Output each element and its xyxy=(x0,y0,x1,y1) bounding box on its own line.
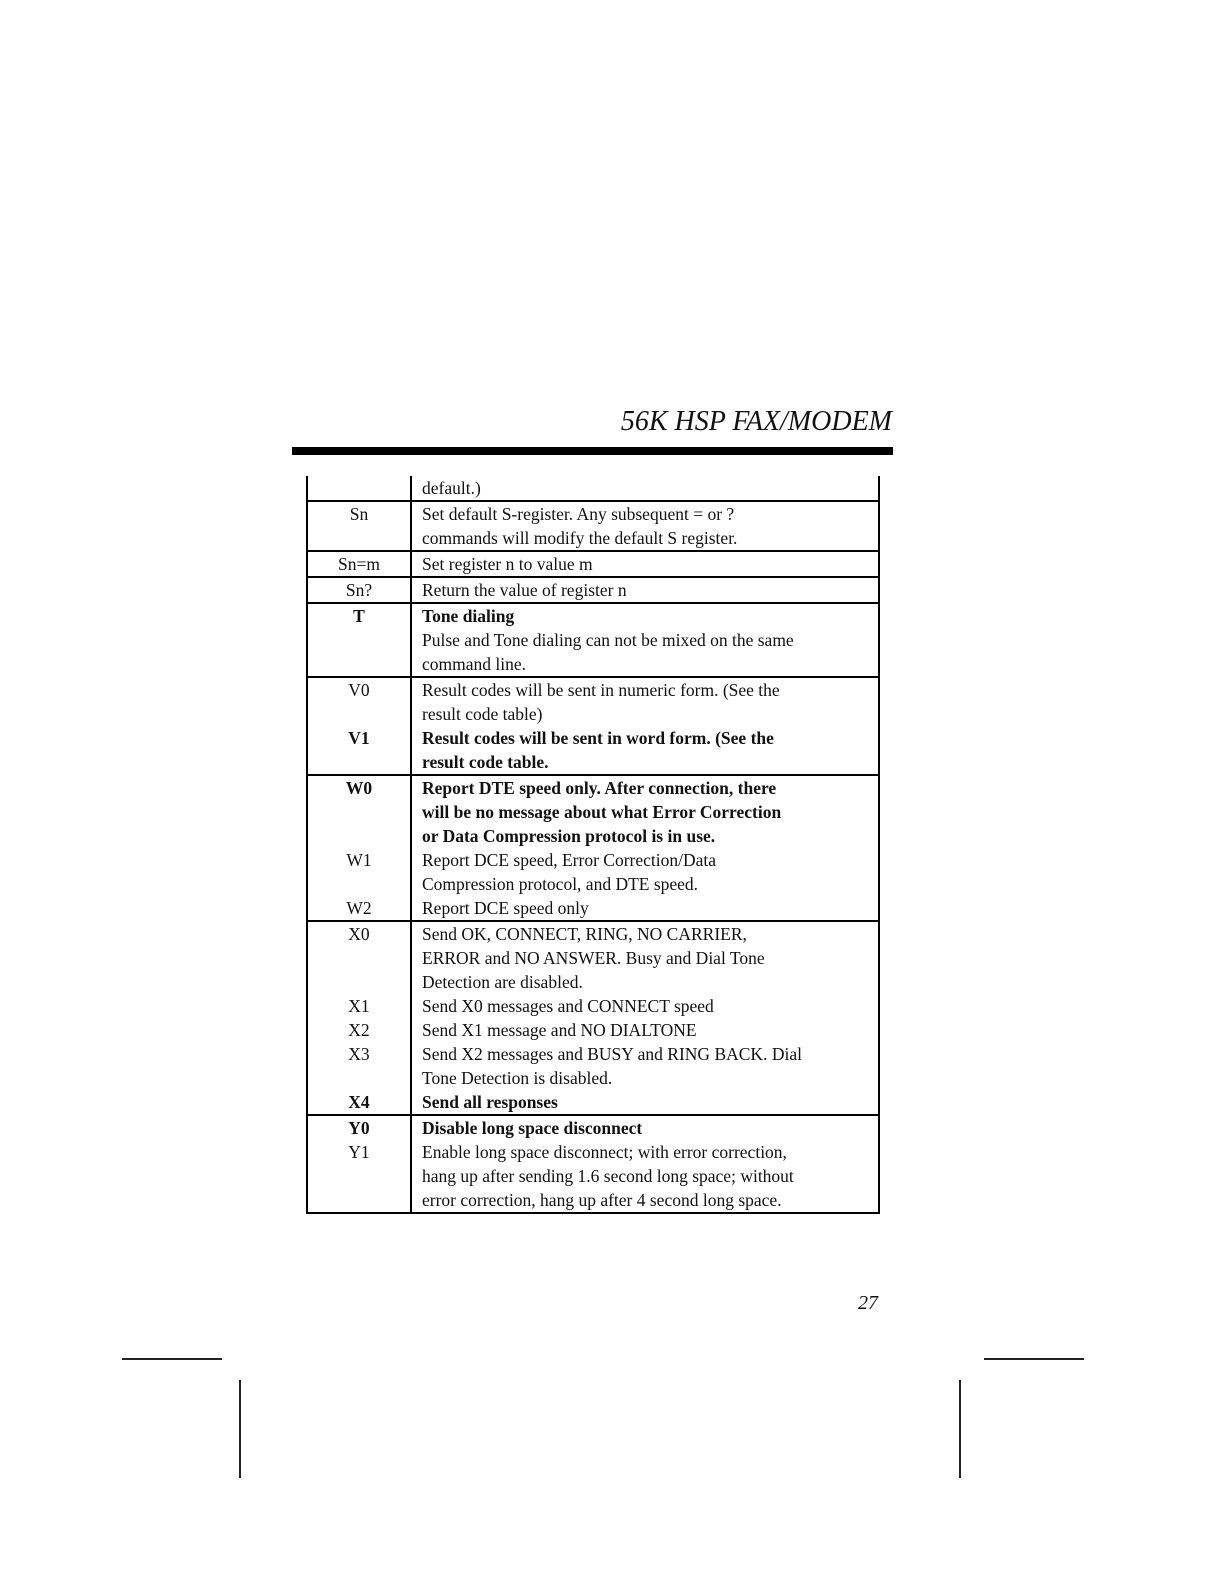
command-code-spacer xyxy=(308,702,410,726)
crop-mark-right-vertical xyxy=(959,1380,961,1478)
command-description-line: result code table. xyxy=(422,752,549,772)
command-description-cell xyxy=(411,603,879,677)
command-code: W1 xyxy=(346,850,372,870)
table-row xyxy=(307,677,879,775)
command-description-line: Send all responses xyxy=(422,1092,558,1112)
command-code-spacer xyxy=(308,1164,410,1188)
command-description-line: Report DCE speed only xyxy=(422,898,589,918)
command-code-cell xyxy=(307,551,411,577)
command-code: Y0 xyxy=(348,1118,370,1138)
table-row xyxy=(307,501,879,551)
command-description-line: Result codes will be sent in numeric form. (See the xyxy=(422,680,780,700)
command-description-cell xyxy=(411,775,879,921)
command-code-spacer xyxy=(308,750,410,774)
command-code-cell xyxy=(307,577,411,603)
command-code-cell xyxy=(307,476,411,501)
table-row xyxy=(307,921,879,1115)
command-code: X4 xyxy=(348,1092,370,1112)
command-code: W2 xyxy=(346,898,372,918)
command-code-spacer xyxy=(308,800,410,824)
command-description-line: hang up after sending 1.6 second long space; without xyxy=(422,1166,794,1186)
table-row xyxy=(307,603,879,677)
table-row xyxy=(307,1115,879,1213)
command-code-cell xyxy=(307,501,411,551)
command-description-cell xyxy=(411,551,879,577)
at-command-table xyxy=(306,476,880,1214)
crop-mark-left-horizontal xyxy=(122,1358,222,1360)
command-description-line: default.) xyxy=(422,478,481,498)
command-code-cell xyxy=(307,921,411,1115)
command-description-line: Send X2 messages and BUSY and RING BACK. Dial xyxy=(422,1044,802,1064)
page-header-title: 56K HSP FAX/MODEM xyxy=(620,406,892,437)
command-description-line: or Data Compression protocol is in use. xyxy=(422,826,716,846)
command-description-cell xyxy=(411,577,879,603)
command-code-spacer xyxy=(308,970,410,994)
command-code: X3 xyxy=(348,1044,370,1064)
command-description-line: Set register n to value m xyxy=(422,554,593,574)
command-code-spacer xyxy=(308,1188,410,1212)
command-description-line: command line. xyxy=(422,654,527,674)
command-code xyxy=(308,628,410,652)
command-description-line: Send X0 messages and CONNECT speed xyxy=(422,996,714,1016)
table-row xyxy=(307,577,879,603)
command-description-line: error correction, hang up after 4 second long space. xyxy=(422,1190,782,1210)
command-description-line: Pulse and Tone dialing can not be mixed on the same xyxy=(422,630,794,650)
page-number: 27 xyxy=(858,1292,878,1314)
command-description-line: Compression protocol, and DTE speed. xyxy=(422,874,699,894)
command-code: Y1 xyxy=(348,1142,370,1162)
command-description-line: Set default S-register. Any subsequent = or ? xyxy=(422,504,735,524)
command-description-cell xyxy=(411,501,879,551)
table-row xyxy=(307,476,879,501)
command-description-cell xyxy=(411,677,879,775)
command-description-line: commands will modify the default S register. xyxy=(422,528,738,548)
command-code: V1 xyxy=(348,728,370,748)
command-code-cell xyxy=(307,603,411,677)
header-rule xyxy=(292,447,893,455)
command-code-spacer xyxy=(308,652,410,676)
command-code-cell xyxy=(307,775,411,921)
command-code: Sn=m xyxy=(338,554,380,574)
command-code-cell xyxy=(307,1115,411,1213)
command-description-line: Report DTE speed only. After connection, there xyxy=(422,778,777,798)
command-code-spacer xyxy=(308,526,410,550)
command-description-cell xyxy=(411,921,879,1115)
command-code: V0 xyxy=(348,680,370,700)
command-description-cell xyxy=(411,476,879,501)
command-description-line: ERROR and NO ANSWER. Busy and Dial Tone xyxy=(422,948,765,968)
command-description-line: Report DCE speed, Error Correction/Data xyxy=(422,850,717,870)
command-code xyxy=(308,476,410,500)
command-code-spacer xyxy=(308,872,410,896)
table-row xyxy=(307,775,879,921)
command-description-line: Send X1 message and NO DIALTONE xyxy=(422,1020,697,1040)
command-description-cell xyxy=(411,1115,879,1213)
command-description-line: Tone dialing xyxy=(422,606,515,626)
command-description-line: Enable long space disconnect; with error correction, xyxy=(422,1142,787,1162)
command-code-spacer xyxy=(308,1066,410,1090)
crop-mark-right-horizontal xyxy=(984,1358,1084,1360)
command-description-line: Send OK, CONNECT, RING, NO CARRIER, xyxy=(422,924,747,944)
command-code: T xyxy=(353,606,365,626)
command-description-line: result code table) xyxy=(422,704,543,724)
command-description-line: Disable long space disconnect xyxy=(422,1118,643,1138)
command-code: X1 xyxy=(348,996,370,1016)
table-row xyxy=(307,551,879,577)
command-description-line: will be no message about what Error Correction xyxy=(422,802,782,822)
command-code-cell xyxy=(307,677,411,775)
command-code-spacer xyxy=(308,824,410,848)
command-description-line: Detection are disabled. xyxy=(422,972,583,992)
crop-mark-left-vertical xyxy=(239,1380,241,1478)
command-code: X2 xyxy=(348,1020,370,1040)
command-code: W0 xyxy=(345,778,373,798)
command-code: Sn xyxy=(349,504,369,524)
command-code: Sn? xyxy=(345,580,373,600)
command-code-spacer xyxy=(308,946,410,970)
command-code: X0 xyxy=(348,924,370,944)
command-description-line: Tone Detection is disabled. xyxy=(422,1068,613,1088)
command-description-line: Result codes will be sent in word form. (See the xyxy=(422,728,774,748)
command-description-line: Return the value of register n xyxy=(422,580,627,600)
